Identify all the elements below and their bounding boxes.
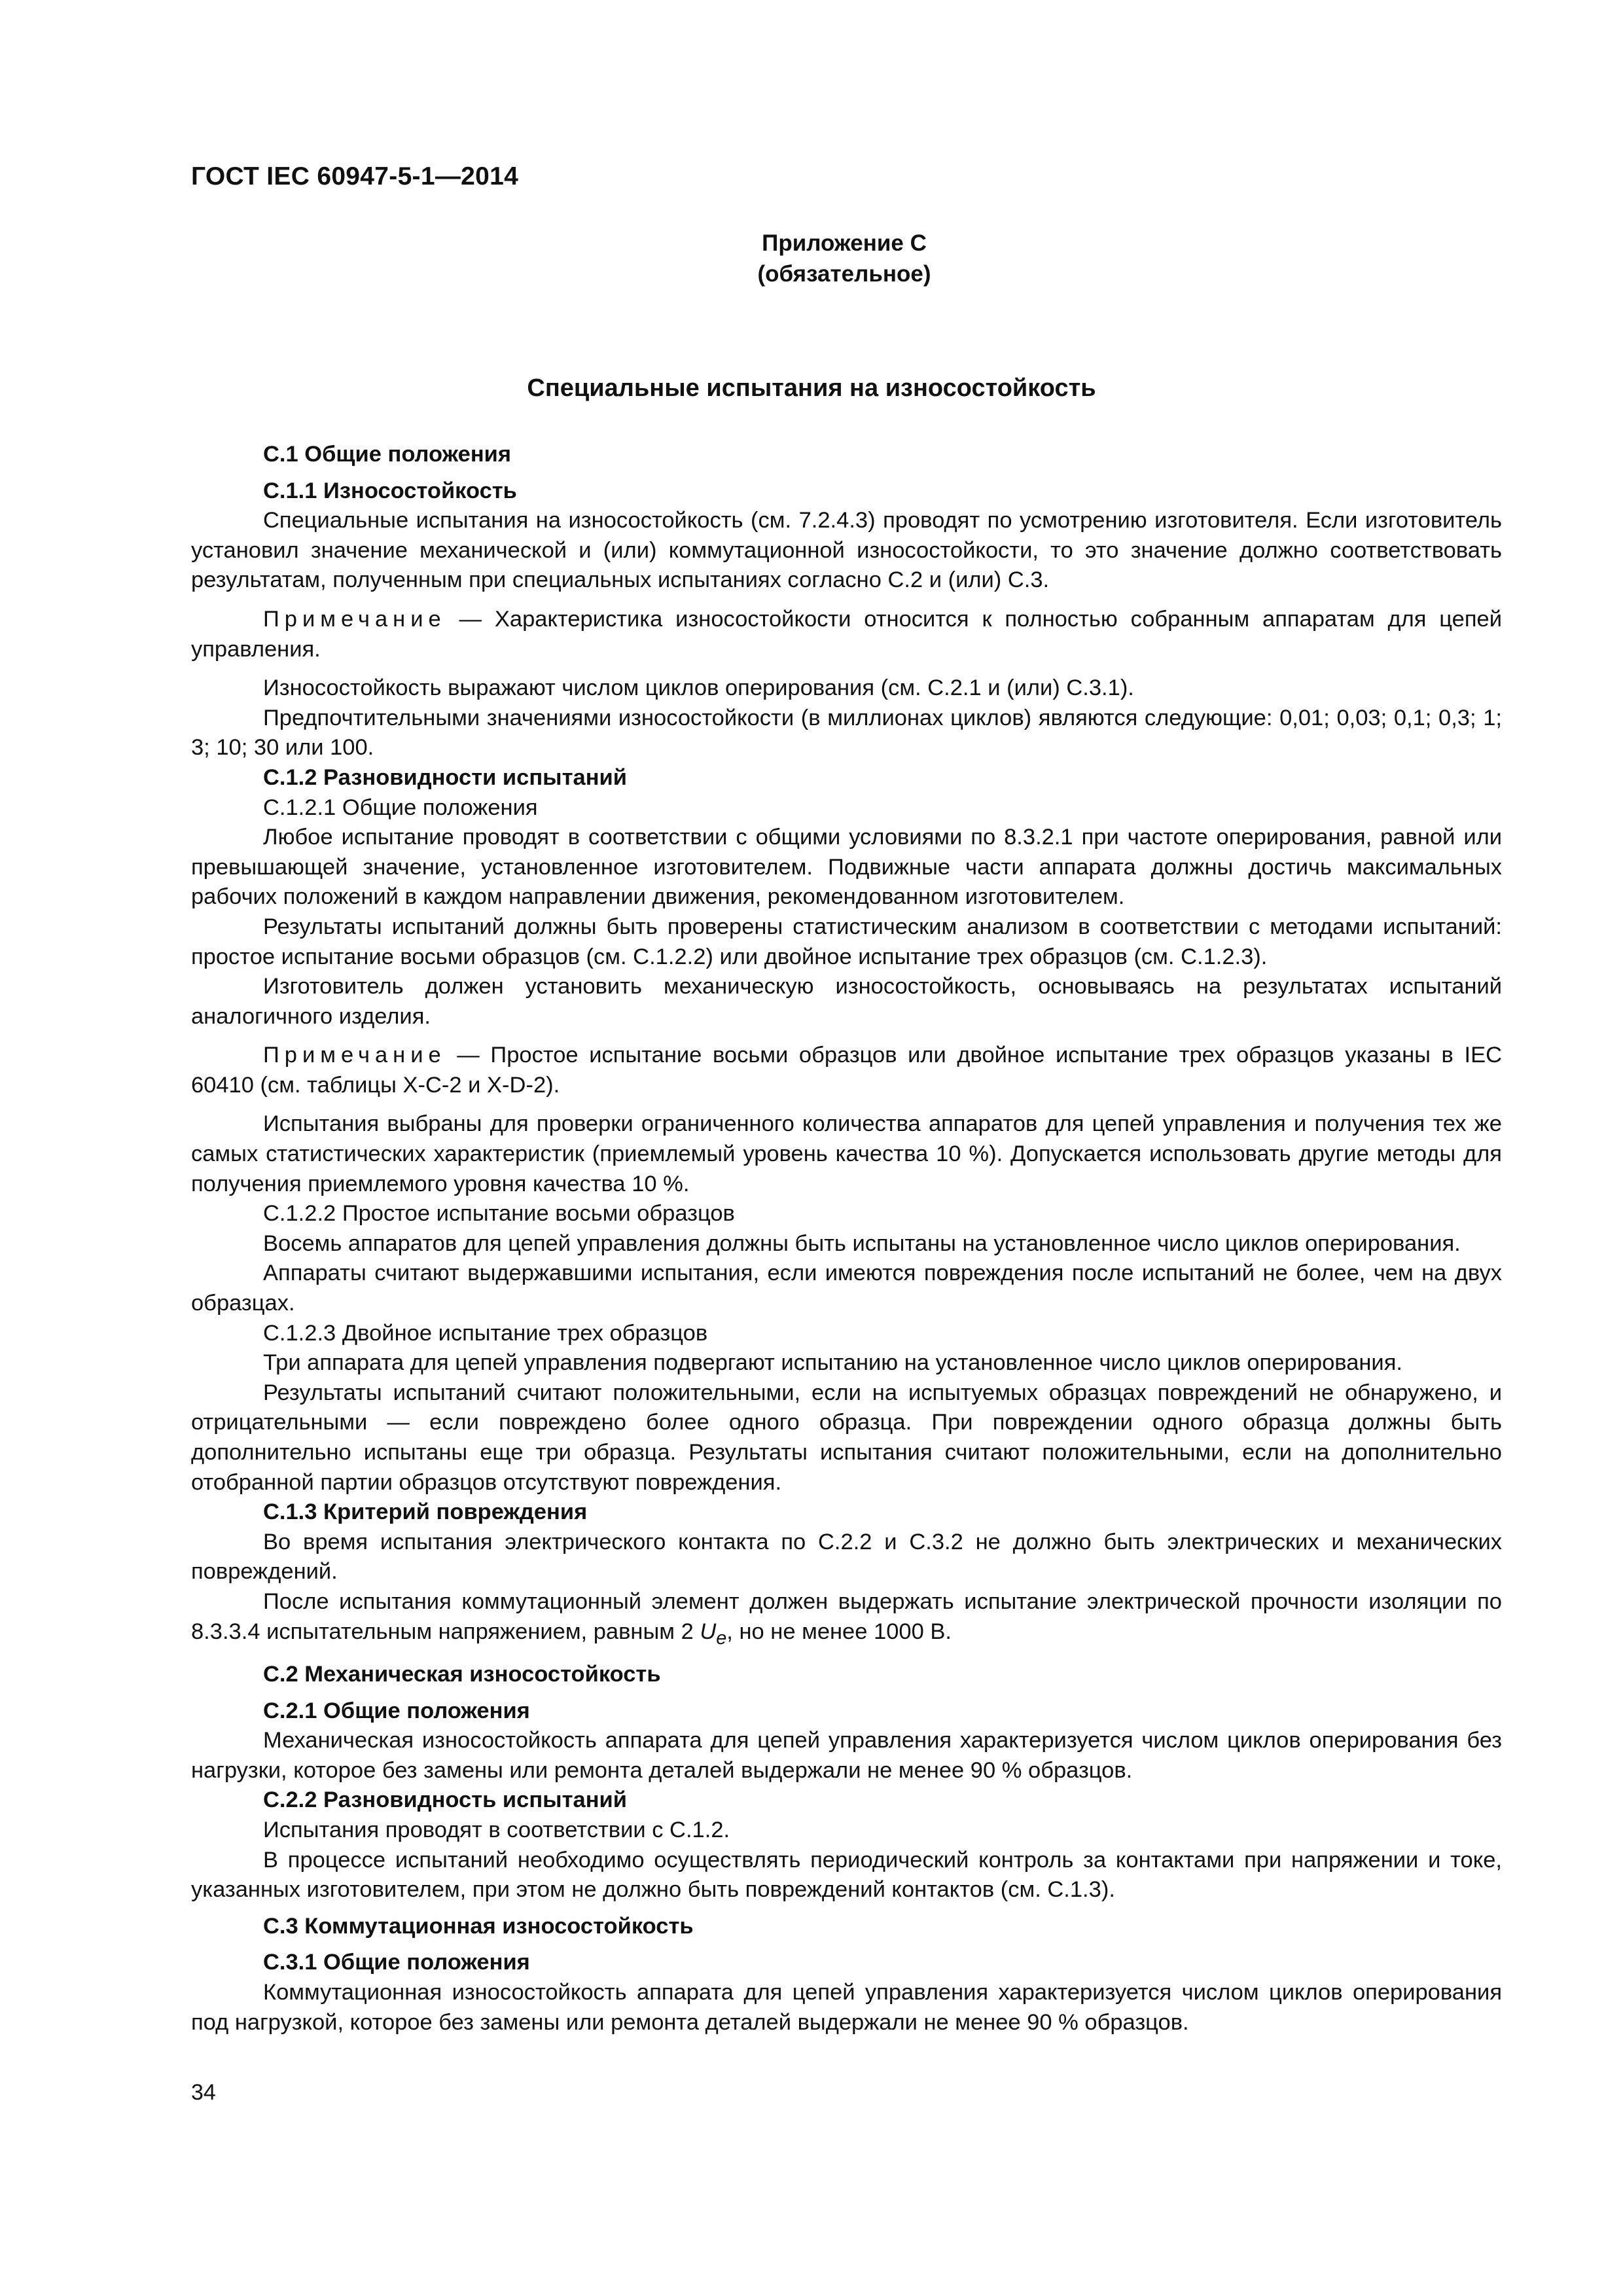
annex-title: Специальные испытания на износостойкость xyxy=(527,374,1096,402)
paragraph-text: После испытания коммутационный элемент должен выдержать испытание электрической прочности изоляции по 8.3.3.4 испытательным напряжением, равным 2 xyxy=(191,1588,1502,1644)
annex-status: (обязательное) xyxy=(757,261,931,287)
section-heading-c1-2: С.1.2 Разновидности испытаний xyxy=(263,764,627,790)
paragraph: Коммутационная износостойкость аппарата для цепей управления характеризуется числом циклов оперирования под нагрузкой, которое без замены или ремонта деталей выдержали не менее 90 % образцов. xyxy=(191,1979,1502,2035)
section-heading-c2: С.2 Механическая износостойкость xyxy=(263,1662,661,1687)
note-paragraph xyxy=(191,1041,1502,1100)
subsection-heading-c1-2-3: С.1.2.3 Двойное испытание трех образцов xyxy=(263,1320,708,1346)
paragraph xyxy=(191,1587,1502,1653)
section-heading-c2-1: С.2.1 Общие положения xyxy=(263,1698,530,1723)
subsection-heading-c1-2-2: С.1.2.2 Простое испытание восьми образцов xyxy=(263,1201,735,1227)
section-heading-c1-3: С.1.3 Критерий повреждения xyxy=(263,1499,588,1525)
paragraph: Специальные испытания на износостойкость (см. 7.2.4.3) проводят по усмотрению изготовителя. Если изготовитель установил значение механической и (или) коммутационной износостойкости, то это значение должно соответствовать результатам, полученным при специальных испытаниях согласно С.2 и (или) С.3. xyxy=(191,508,1502,593)
paragraph: Результаты испытаний считают положительными, если на испытуемых образцах повреждений не обнаружено, и отрицательными — если повреждено более одного образца. При повреждении одного образца должны быть дополнительно испытаны еще три образца. Результаты испытания считают положительными, если на дополнительно отобранной партии образцов отсутствуют повреждения. xyxy=(191,1380,1502,1495)
note-paragraph xyxy=(191,605,1502,664)
section-heading-c3: С.3 Коммутационная износостойкость xyxy=(263,1913,694,1939)
voltage-symbol: U xyxy=(700,1619,717,1644)
note-label: Примечание xyxy=(263,606,446,632)
section-heading-c1-1: С.1.1 Износостойкость xyxy=(263,478,517,503)
page-number: 34 xyxy=(191,2080,216,2105)
paragraph: Во время испытания электрического контакта по С.2.2 и С.3.2 не должно быть электрических и механических повреждений. xyxy=(191,1529,1502,1585)
paragraph: Три аппарата для цепей управления подвергают испытанию на установленное число циклов оперирования. xyxy=(263,1350,1402,1376)
subsection-heading-c1-2-1: С.1.2.1 Общие положения xyxy=(263,795,538,820)
voltage-subscript: e xyxy=(716,1627,727,1649)
paragraph: Восемь аппаратов для цепей управления должны быть испытаны на установленное число циклов оперирования. xyxy=(263,1230,1461,1256)
annex-heading xyxy=(681,228,1008,289)
paragraph: Изготовитель должен установить механическую износостойкость, основываясь на результатах испытаний аналогичного изделия. xyxy=(191,974,1502,1029)
paragraph: Аппараты считают выдержавшими испытания, если имеются повреждения после испытаний не более, чем на двух образцах. xyxy=(191,1261,1502,1316)
document-code-header: ГОСТ IEC 60947-5-1—2014 xyxy=(191,162,519,190)
paragraph: Результаты испытаний должны быть проверены статистическим анализом в соответствии с методами испытаний: простое испытание восьми образцов (см. С.1.2.2) или двойное испытание трех образцов (см. С.1.2.3). xyxy=(191,914,1502,969)
document-body xyxy=(191,440,1502,2037)
annex-label: Приложение С xyxy=(762,230,927,256)
note-label: Примечание xyxy=(263,1043,446,1068)
paragraph: Износостойкость выражают числом циклов оперирования (см. С.2.1 и (или) С.3.1). xyxy=(263,675,1134,701)
paragraph: Испытания проводят в соответствии с С.1.2. xyxy=(263,1818,730,1843)
note-text: — Простое испытание восьми образцов или двойное испытание трех образцов указаны в IEC 60410 (см. таблицы X-C-2 и X-D-2). xyxy=(191,1043,1502,1098)
paragraph: Испытания выбраны для проверки ограниченного количества аппаратов для цепей управления и получения тех же самых статистических характеристик (приемлемый уровень качества 10 %). Допускается использовать другие методы для получения приемлемого уровня качества 10 %. xyxy=(191,1111,1502,1196)
note-text: — Характеристика износостойкости относится к полностью собранным аппаратам для цепей управления. xyxy=(191,606,1502,662)
paragraph-text: , но не менее 1000 В. xyxy=(726,1619,952,1644)
paragraph: Любое испытание проводят в соответствии с общими условиями по 8.3.2.1 при частоте оперирования, равной или превышающей значение, установленное изготовителем. Подвижные части аппарата должны достичь максимальных рабочих положений в каждом направлении движения, рекомендованном изготовителем. xyxy=(191,825,1502,910)
paragraph: В процессе испытаний необходимо осуществлять периодический контроль за контактами при напряжении и токе, указанных изготовителем, при этом не должно быть повреждений контактов (см. С.1.3). xyxy=(191,1847,1502,1903)
section-heading-c3-1: С.3.1 Общие положения xyxy=(263,1950,530,1975)
section-heading-c1: С.1 Общие положения xyxy=(263,442,512,467)
section-heading-c2-2: С.2.2 Разновидность испытаний xyxy=(263,1787,627,1813)
paragraph: Механическая износостойкость аппарата для цепей управления характеризуется числом циклов оперирования без нагрузки, которое без замены или ремонта деталей выдержали не менее 90 % образцов. xyxy=(191,1728,1502,1783)
paragraph: Предпочтительными значениями износостойкости (в миллионах циклов) являются следующие: 0,01; 0,03; 0,1; 0,3; 1; 3; 10; 30 или 100. xyxy=(191,705,1502,761)
